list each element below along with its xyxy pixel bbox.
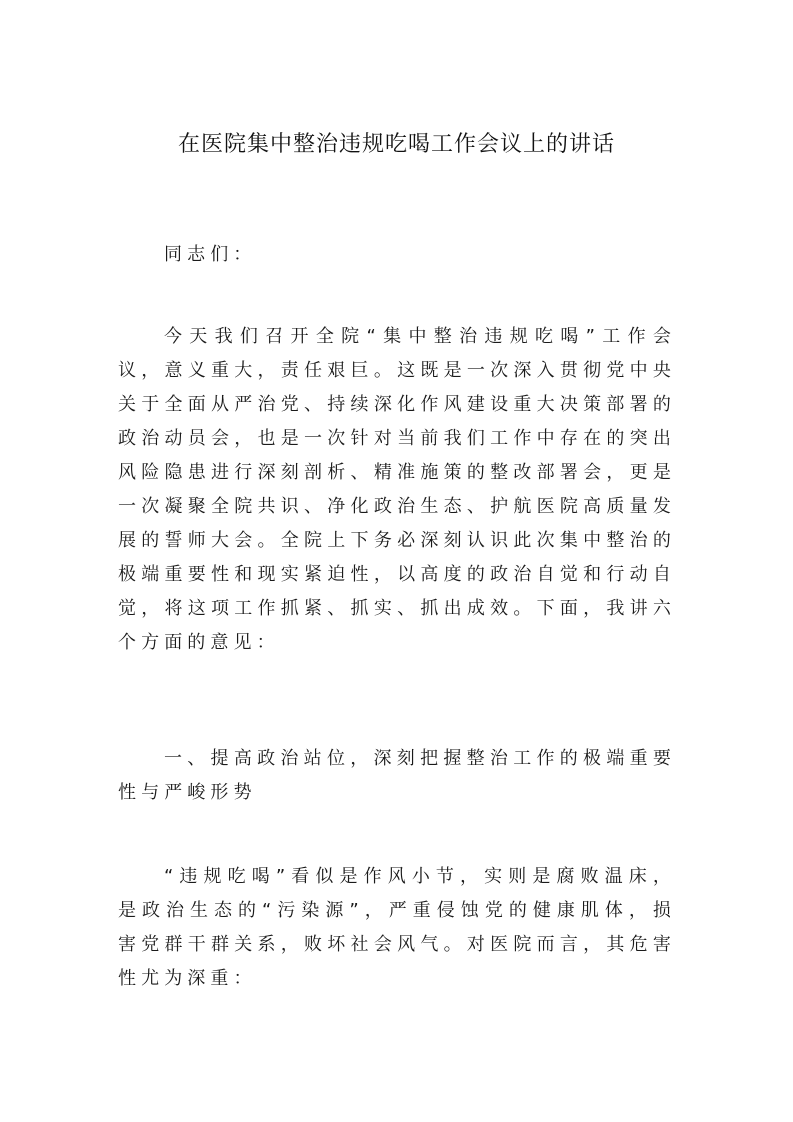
section-1-heading: 一、提高政治站位，深刻把握整治工作的极端重要性与严峻形势 xyxy=(118,748,676,803)
intro-paragraph: 今天我们召开全院“集中整治违规吃喝”工作会议，意义重大，责任艰巨。这既是一次深入贯彻党中央关于全面从严治党、持续深化作风建设重大决策部署的政治动员会，也是一次针对当前我们工作中存在的突出风险隐患进行深刻剖析、精准施策的整改部署会，更是一次凝聚全院共识、净化政治生态、护航医院高质量发展的誓师大会。全院上下务必深刻认识此次集中整治的极端重要性和现实紧迫性，以高度的政治自觉和行动自觉，将这项工作抓紧、抓实、抓出成效。下面，我讲六个方面的意见： xyxy=(118,326,676,653)
greeting: 同志们： xyxy=(164,244,257,265)
section-1-paragraph: “违规吃喝”看似是作风小节，实则是腐败温床，是政治生态的“污染源”，严重侵蚀党的健康肌体，损害党群干群关系，败坏社会风气。对医院而言，其危害性尤为深重： xyxy=(118,866,676,989)
document-title: 在医院集中整治违规吃喝工作会议上的讲话 xyxy=(177,132,615,157)
